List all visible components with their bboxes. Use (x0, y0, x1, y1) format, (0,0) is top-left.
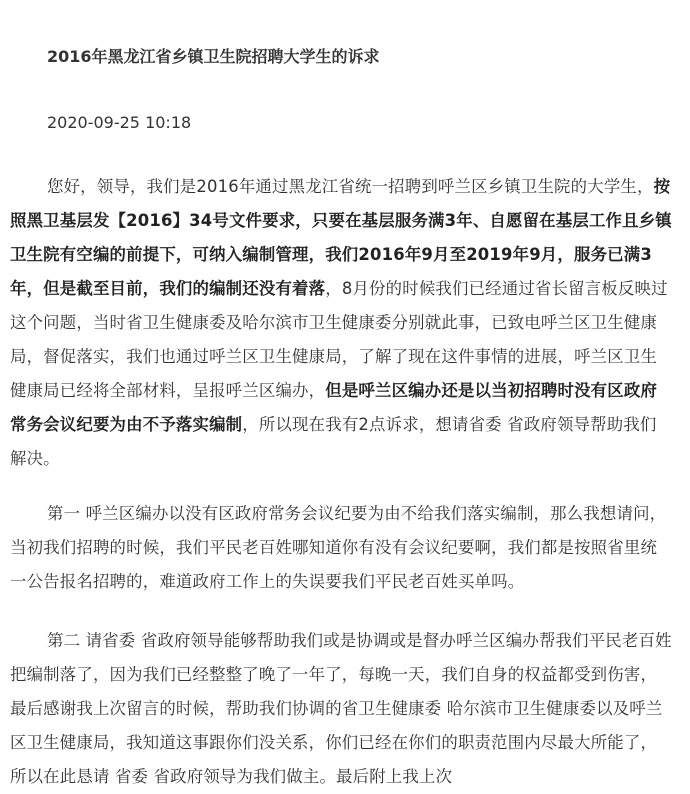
paragraph-1-bold-1: 按照黑卫基层发【2016】34号文件要求，只要在基层服务满3年、自愿留在基层工作且乡镇卫生院有空编的前提下，可纳入编制管理，我们2016年9月至2019年9月，服务已满3年，但是截至目前，我们的编制还没有着落 (10, 177, 672, 298)
article-paragraph-2: 第一 呼兰区编办以没有区政府常务会议纪要为由不给我们落实编制，那么我想请问，当初我们招聘的时候，我们平民老百姓哪知道你有没有会议纪要啊，我们都是按照省里统一公告报名招聘的，难道政府工作上的失误要我们平民老百姓买单吗。 (10, 504, 667, 591)
article-paragraph-3: 第二 请省委 省政府领导能够帮助我们或是协调或是督办呼兰区编办帮我们平民老百姓把编制落了，因为我们已经整整了晚了一年了，每晚一天，我们自身的权益都受到伤害，最后感谢我上次留言的时候，帮助我们协调的省卫生健康委 哈尔滨市卫生健康委以及呼兰区卫生健康局，我知道这事跟你们没关系，你们已经在你们的职责范围内尽最大所能了，所以在此恳请 省委 省政府领导为我们做主。最后附上我上次 (10, 631, 672, 786)
paragraph-1-bold-2: 但是呼兰区编办还是以当初招聘时没有区政府常务会议纪要为由不予落实编制 (10, 381, 658, 434)
article-title: 2016年黑龙江省乡镇卫生院招聘大学生的诉求 (47, 47, 380, 66)
paragraph-1-text-2: ，8月份的时候我们已经通过省长留言板反映过这个问题，当时省卫生健康委及哈尔滨市卫生健康委分别就此事，已致电呼兰区卫生健康局，督促落实，我们也通过呼兰区卫生健康局，了解了现在这件事情的进展，呼兰区卫生健康局已经将全部材料，呈报呼兰区编办， (10, 279, 668, 400)
article-paragraph-1 (10, 170, 672, 476)
paragraph-1-text-3: ，所以现在我有2点诉求，想请省委 省政府领导帮助我们解决。 (10, 415, 657, 468)
article-timestamp: 2020-09-25 10:18 (47, 113, 192, 132)
paragraph-1-text-1: 您好，领导，我们是2016年通过黑龙江省统一招聘到呼兰区乡镇卫生院的大学生， (47, 177, 654, 196)
